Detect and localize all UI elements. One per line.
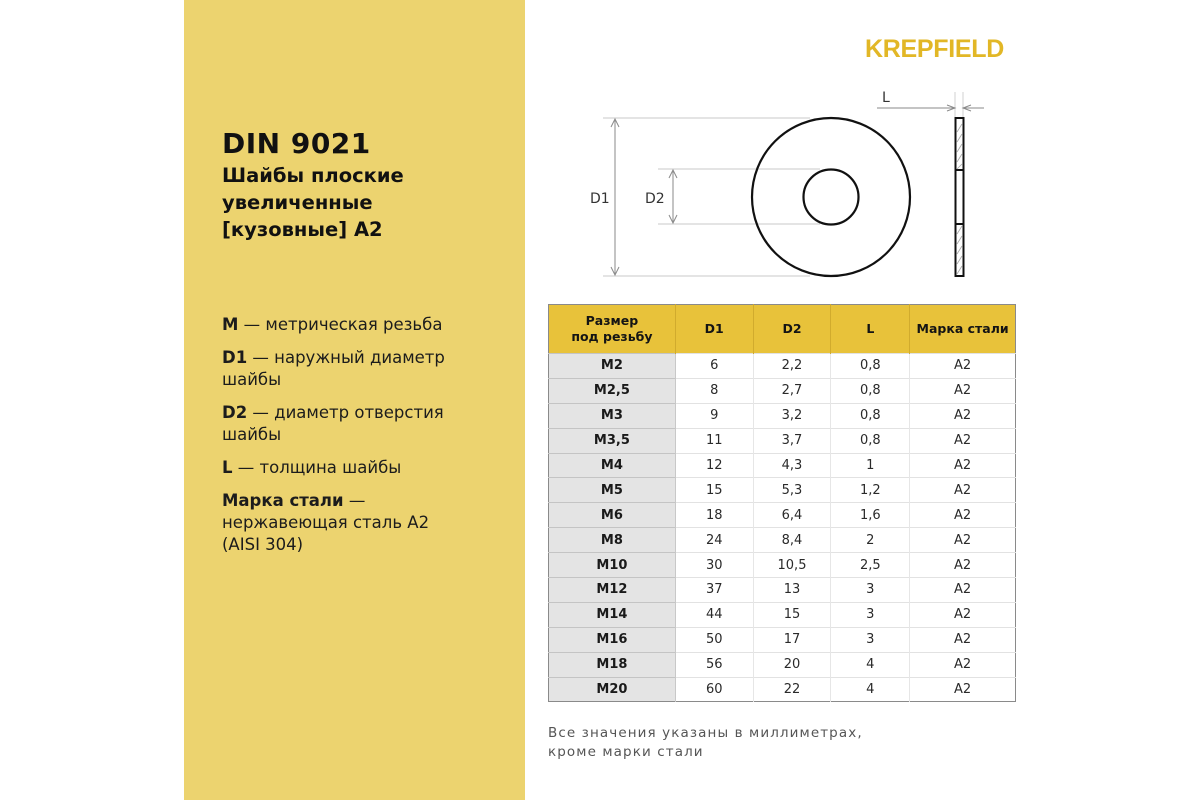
cell-steel: A2	[910, 528, 1016, 553]
cell-d1: 12	[675, 453, 753, 478]
cell-size: M5	[549, 478, 676, 503]
legend-item-d2	[222, 402, 472, 446]
cell-size: M8	[549, 528, 676, 553]
cell-d2: 3,7	[753, 428, 831, 453]
cell-size: M4	[549, 453, 676, 478]
cell-l: 1	[831, 453, 910, 478]
legend-item-d1	[222, 347, 472, 391]
header-d2: D2	[753, 305, 831, 354]
cell-size: M12	[549, 578, 676, 603]
legend-term: M	[222, 315, 239, 334]
header-d1: D1	[675, 305, 753, 354]
l-label: L	[882, 90, 890, 106]
cell-steel: A2	[910, 553, 1016, 578]
brand-logo: KREPFIELD	[865, 35, 1004, 63]
cell-d2: 6,4	[753, 503, 831, 528]
cell-d2: 15	[753, 602, 831, 627]
cell-steel: A2	[910, 627, 1016, 652]
washer-section	[956, 118, 964, 276]
cell-l: 0,8	[831, 428, 910, 453]
cell-d1: 9	[675, 403, 753, 428]
legend-item-l	[222, 457, 522, 479]
footnote-line: кроме марки стали	[548, 744, 704, 760]
legend	[222, 314, 522, 567]
cell-size: M6	[549, 503, 676, 528]
legend-desc: — наружный диаметр шайбы	[222, 348, 445, 389]
table-row	[549, 354, 1016, 379]
table-row	[549, 528, 1016, 553]
cell-size: M18	[549, 652, 676, 677]
cell-l: 2	[831, 528, 910, 553]
cell-d1: 15	[675, 478, 753, 503]
legend-desc: — толщина шайбы	[232, 458, 402, 477]
cell-d2: 2,7	[753, 378, 831, 403]
cell-size: M2	[549, 354, 676, 379]
cell-steel: A2	[910, 602, 1016, 627]
table-row	[549, 652, 1016, 677]
cell-l: 3	[831, 578, 910, 603]
cell-d1: 56	[675, 652, 753, 677]
cell-size: M10	[549, 553, 676, 578]
cell-l: 1,2	[831, 478, 910, 503]
info-panel	[184, 0, 525, 800]
header-l: L	[831, 305, 910, 354]
cell-d1: 18	[675, 503, 753, 528]
cell-d1: 11	[675, 428, 753, 453]
cell-d1: 24	[675, 528, 753, 553]
cell-d2: 3,2	[753, 403, 831, 428]
cell-size: M14	[549, 602, 676, 627]
cell-steel: A2	[910, 652, 1016, 677]
washer-outer-circle	[752, 118, 910, 276]
legend-term: D1	[222, 348, 248, 367]
cell-d2: 4,3	[753, 453, 831, 478]
subtitle-line: увеличенные	[222, 191, 373, 214]
footnote-line: Все значения указаны в миллиметрах,	[548, 725, 863, 741]
cell-d1: 60	[675, 677, 753, 702]
table-row	[549, 553, 1016, 578]
header-steel: Марка стали	[910, 305, 1016, 354]
cell-d2: 20	[753, 652, 831, 677]
cell-l: 1,6	[831, 503, 910, 528]
cell-steel: A2	[910, 378, 1016, 403]
legend-term: L	[222, 458, 233, 477]
legend-desc: — метрическая резьба	[238, 315, 443, 334]
cell-l: 0,8	[831, 378, 910, 403]
cell-d2: 8,4	[753, 528, 831, 553]
cell-l: 3	[831, 627, 910, 652]
footnote	[548, 724, 948, 762]
table-header-row	[549, 305, 1016, 354]
cell-d2: 2,2	[753, 354, 831, 379]
washer-drawing-icon	[580, 80, 1000, 290]
d1-label: D1	[590, 191, 610, 207]
table-row	[549, 578, 1016, 603]
table-row	[549, 378, 1016, 403]
cell-d2: 17	[753, 627, 831, 652]
cell-steel: A2	[910, 478, 1016, 503]
cell-steel: A2	[910, 503, 1016, 528]
cell-l: 4	[831, 677, 910, 702]
legend-item-steel	[222, 490, 437, 556]
cell-steel: A2	[910, 403, 1016, 428]
cell-steel: A2	[910, 453, 1016, 478]
cell-size: M20	[549, 677, 676, 702]
washer-inner-circle	[804, 170, 859, 225]
title-block	[222, 126, 404, 243]
legend-item-m	[222, 314, 522, 336]
table-row	[549, 453, 1016, 478]
cell-d2: 13	[753, 578, 831, 603]
header-size-label: Размер под резьбу	[571, 313, 653, 344]
subtitle-line: Шайбы плоские	[222, 164, 404, 187]
table-row	[549, 602, 1016, 627]
cell-d2: 10,5	[753, 553, 831, 578]
legend-desc: — нержавеющая сталь А2 (AISI 304)	[222, 491, 430, 554]
legend-term: D2	[222, 403, 248, 422]
cell-d1: 37	[675, 578, 753, 603]
cell-d1: 50	[675, 627, 753, 652]
cell-l: 0,8	[831, 403, 910, 428]
cell-d2: 5,3	[753, 478, 831, 503]
table-body	[549, 354, 1016, 702]
legend-term: Марка стали	[222, 491, 344, 510]
header-size	[549, 305, 676, 354]
cell-d1: 8	[675, 378, 753, 403]
table-row	[549, 503, 1016, 528]
cell-steel: A2	[910, 677, 1016, 702]
cell-l: 3	[831, 602, 910, 627]
table-row	[549, 627, 1016, 652]
cell-size: M3	[549, 403, 676, 428]
cell-steel: A2	[910, 354, 1016, 379]
cell-steel: A2	[910, 578, 1016, 603]
cell-l: 4	[831, 652, 910, 677]
cell-l: 2,5	[831, 553, 910, 578]
spec-table	[548, 304, 1016, 702]
table-row	[549, 428, 1016, 453]
cell-size: M16	[549, 627, 676, 652]
d2-label: D2	[645, 191, 665, 207]
subtitle-line: [кузовные] А2	[222, 218, 383, 241]
cell-size: M3,5	[549, 428, 676, 453]
page-title: DIN 9021	[222, 127, 371, 160]
cell-d1: 44	[675, 602, 753, 627]
cell-d1: 30	[675, 553, 753, 578]
cell-steel: A2	[910, 428, 1016, 453]
table-row	[549, 478, 1016, 503]
legend-desc: — диаметр отверстия шайбы	[222, 403, 444, 444]
table-row	[549, 403, 1016, 428]
cell-l: 0,8	[831, 354, 910, 379]
cell-d2: 22	[753, 677, 831, 702]
table-row	[549, 677, 1016, 702]
cell-d1: 6	[675, 354, 753, 379]
cell-size: M2,5	[549, 378, 676, 403]
